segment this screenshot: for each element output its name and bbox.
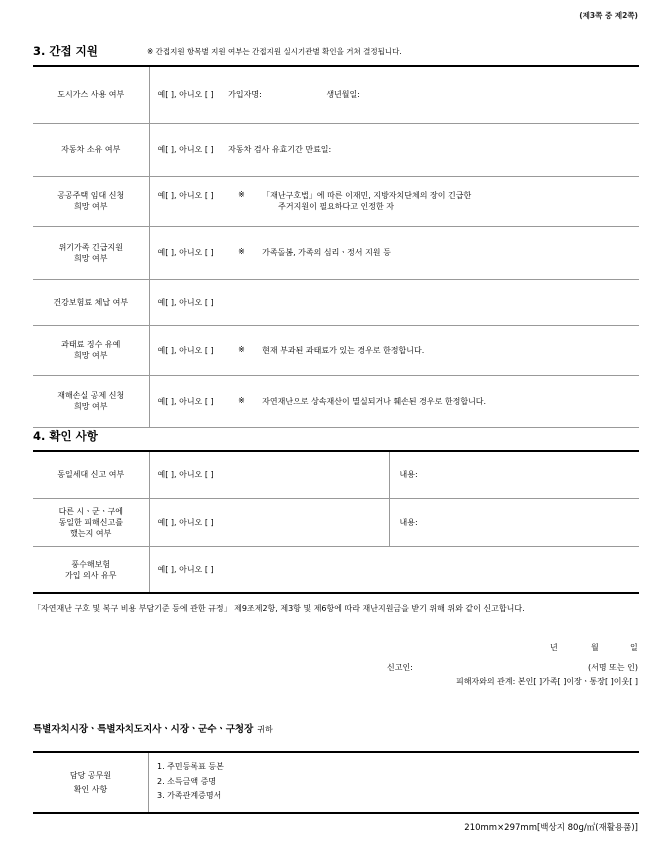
row-note: ※ 현재 부과된 과태료가 있는 경우로 한정합니다. (238, 344, 425, 355)
row-label: 풍수해보험 가입 의사 유무 (33, 546, 149, 593)
row-value (149, 546, 639, 593)
indirect-support-table (33, 67, 639, 428)
choice-checkboxes[interactable]: 예[ ], 아니오 [ ] (157, 517, 214, 527)
row-label: 도시가스 사용 여부 (33, 67, 149, 123)
table-row (33, 67, 639, 123)
table-row (33, 226, 639, 279)
section3-title: 3. 간접 지원 (33, 44, 98, 58)
confirmation-table (33, 452, 639, 594)
row-value (149, 498, 389, 546)
row-label: 건강보험료 체납 여부 (33, 279, 149, 325)
table-row (33, 375, 639, 427)
choice-checkboxes[interactable]: 예[ ], 아니오 [ ] (157, 565, 214, 574)
paper-spec-footer: 210mm×297mm[백상지 80g/㎡(재활용품)] (464, 823, 638, 833)
detail-field[interactable]: 내용: (389, 452, 639, 498)
officer-check-box (33, 751, 639, 814)
subscriber-name-field[interactable]: 가입자명: (228, 90, 262, 100)
list-item: 3. 가족관계증명서 (157, 791, 222, 800)
choice-checkboxes[interactable]: 예[ ], 아니오 [ ] (157, 345, 214, 355)
row-label: 공공주택 임대 신청 희망 여부 (33, 176, 149, 226)
signature-mark[interactable]: (서명 또는 인) (588, 663, 638, 672)
row-label: 동일세대 신고 여부 (33, 452, 149, 498)
declaration-text: 「자연재난 구호 및 복구 비용 부담기준 등에 관한 규정」 제9조제2항, 제3항 및 제6항에 따라 재난지원금을 받기 위해 위와 같이 신고합니다. (33, 604, 525, 613)
row-label: 다른 시ㆍ군ㆍ구에 동일한 피해신고를 했는지 여부 (33, 498, 149, 546)
officer-check-items (157, 760, 224, 804)
choice-checkboxes[interactable]: 예[ ], 아니오 [ ] (157, 470, 214, 480)
row-label: 위기가족 긴급지원 희망 여부 (33, 226, 149, 279)
row-value (149, 452, 389, 498)
date-month[interactable]: 월 (591, 643, 599, 652)
choice-checkboxes[interactable]: 예[ ], 아니오 [ ] (157, 145, 214, 154)
choice-checkboxes[interactable]: 예[ ], 아니오 [ ] (157, 90, 214, 100)
row-value (149, 67, 639, 123)
table-row (33, 546, 639, 593)
birth-date-field[interactable]: 생년월일: (326, 90, 360, 100)
row-note: ※ 「재난구호법」에 따른 이재민, 지방자치단체의 장이 긴급한 주거지원이 필요하다고 인정한 자 (238, 190, 472, 211)
choice-checkboxes[interactable]: 예[ ], 아니오 [ ] (157, 297, 214, 307)
row-label: 과태료 징수 유예 희망 여부 (33, 325, 149, 375)
list-item: 1. 주민등록표 등본 (157, 762, 224, 771)
list-item: 2. 소득금액 증명 (157, 776, 217, 786)
applicant-field[interactable]: 신고인: (387, 663, 413, 672)
row-note: ※ 가족돌봄, 가족의 심리ㆍ정서 지원 등 (238, 247, 391, 257)
table-row (33, 325, 639, 375)
date-year[interactable]: 년 (550, 643, 558, 652)
date-day[interactable]: 일 (630, 643, 638, 652)
choice-checkboxes[interactable]: 예[ ], 아니오 [ ] (157, 396, 214, 406)
row-label: 자동차 소유 여부 (33, 123, 149, 176)
section3-note: ※ 간접지원 항목별 지원 여부는 간접지원 실시기관별 확인을 거쳐 결정됩니다. (147, 47, 402, 56)
choice-checkboxes[interactable]: 예[ ], 아니오 [ ] (157, 248, 214, 257)
page-number: (제3쪽 중 제2쪽) (579, 11, 638, 20)
table-row (33, 176, 639, 226)
row-value (149, 325, 639, 375)
section4-title: 4. 확인 사항 (33, 429, 98, 443)
relation-checkboxes[interactable]: 피해자와의 관계: 본인[ ]가족[ ]이장ㆍ통장[ ]이웃[ ] (455, 677, 638, 686)
table-row (33, 498, 639, 546)
row-value (149, 375, 639, 427)
section4-bottom-rule (33, 592, 639, 594)
detail-field[interactable]: 내용: (389, 498, 639, 546)
officer-check-label: 담당 공무원 확인 사항 (33, 753, 149, 812)
row-value (149, 226, 639, 279)
vehicle-inspection-field[interactable]: 자동차 검사 유효기간 만료일: (228, 145, 332, 154)
row-value (149, 123, 639, 176)
table-row (33, 123, 639, 176)
row-note: ※ 자연재난으로 상속재산이 멸실되거나 훼손된 경우로 한정합니다. (238, 395, 487, 406)
row-value (149, 176, 639, 226)
table-row (33, 279, 639, 325)
row-label: 재해손실 공제 신청 희망 여부 (33, 375, 149, 427)
row-value (149, 279, 639, 325)
table-row (33, 452, 639, 498)
choice-checkboxes[interactable]: 예[ ], 아니오 [ ] (157, 191, 214, 200)
recipient: 특별자치시장ㆍ특별자치도지사ㆍ시장ㆍ군수ㆍ구청장 귀하 (33, 724, 273, 735)
